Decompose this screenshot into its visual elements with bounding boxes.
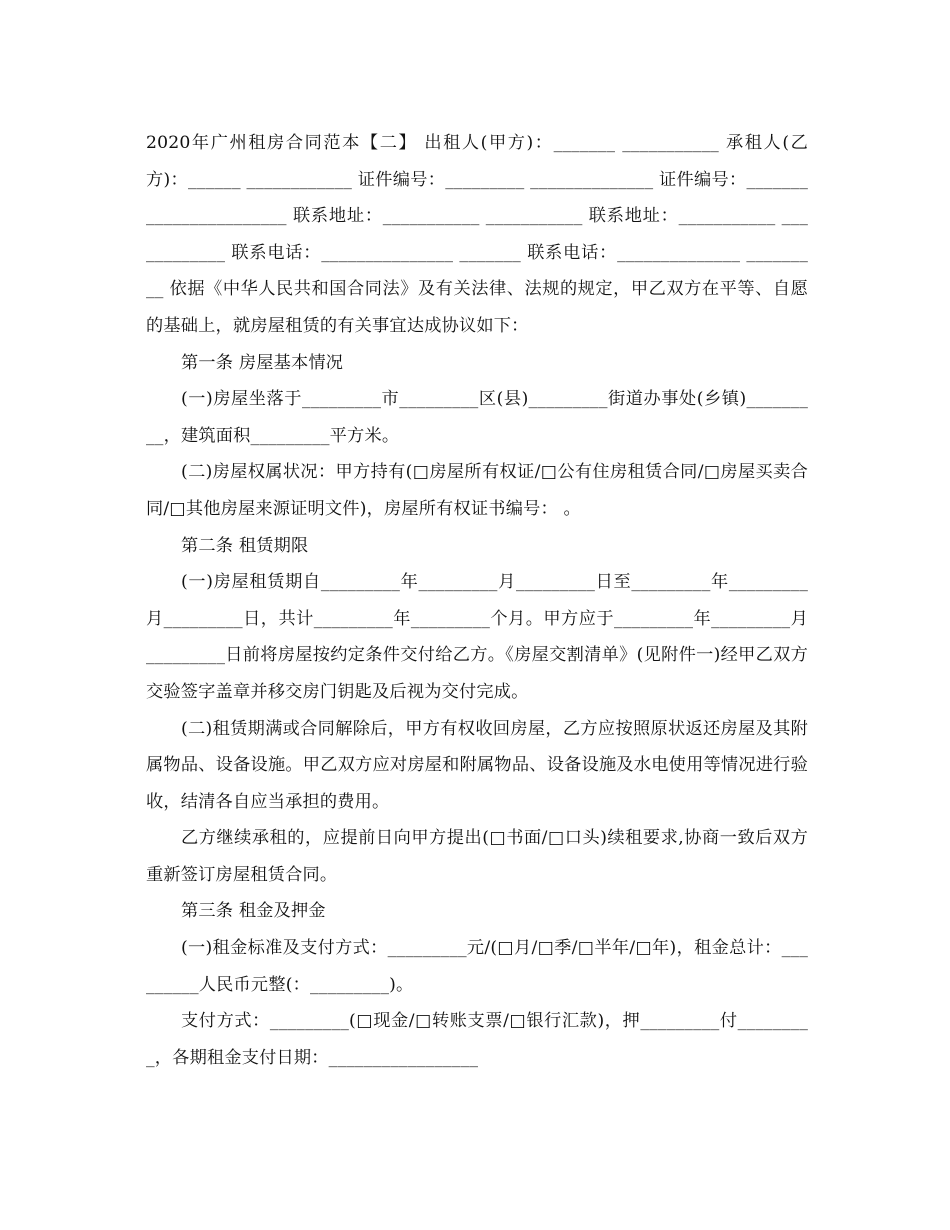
article-1-clause-1: (一)房屋坐落于_________市_________区(县)_________街道办事处(乡镇)_________，建筑面积_________平方米。 (146, 389, 808, 446)
article-2-renewal: 乙方继续承租的，应提前日向甲方提出(□书面/□口头)续租要求,协商一致后双方重新签订房屋租赁合同。 (146, 828, 808, 885)
contract-body (146, 125, 808, 1076)
article-1-heading: 第一条 房屋基本情况 (181, 352, 344, 373)
article-2-heading: 第二条 租赁期限 (181, 535, 309, 556)
article-3-clause-1: (一)租金标准及支付方式：_________元/(□月/□季/□半年/□年)，租金总计：_________人民币元整(：_________)。 (146, 938, 808, 995)
intro-paragraph: 2020年广州租房合同范本【二】 出租人(甲方)：_______ ___________ 承租人(乙方)：______ ____________ 证件编号：_________ ______________ 证件编号：_______ ________________ 联系地址：___________ ___________ 联系地址：___________ ____________ 联系电话：_______________ _______ 联系电话：______________ _________ 依据《中华人民共和国合同法》及有关法律、法规的规定，甲乙双方在平等、自愿的基础上，就房屋租赁的有关事宜达成协议如下： (146, 133, 808, 336)
article-2-clause-2: (二)租赁期满或合同解除后，甲方有权收回房屋，乙方应按照原状返还房屋及其附属物品、设备设施。甲乙双方应对房屋和附属物品、设备设施及水电使用等情况进行验收，结清各自应当承担的费用。 (146, 718, 808, 812)
article-3-payment: 支付方式：_________(□现金/□转账支票/□银行汇款)，押_________付_________，各期租金支付日期：_________________ (146, 1011, 808, 1068)
article-2-clause-1: (一)房屋租赁期自_________年_________月_________日至_________年_________月_________日，共计_________年_________个月。甲方应于_________年_________月_________日前将房屋按约定条件交付给乙方。《房屋交割清单》(见附件一)经甲乙双方交验签字盖章并移交房门钥匙及后视为交付完成。 (146, 572, 808, 702)
article-1-clause-2: (二)房屋权属状况：甲方持有(□房屋所有权证/□公有住房租赁合同/□房屋买卖合同/□其他房屋来源证明文件)，房屋所有权证书编号： 。 (146, 462, 808, 519)
article-3-heading: 第三条 租金及押金 (181, 901, 326, 922)
